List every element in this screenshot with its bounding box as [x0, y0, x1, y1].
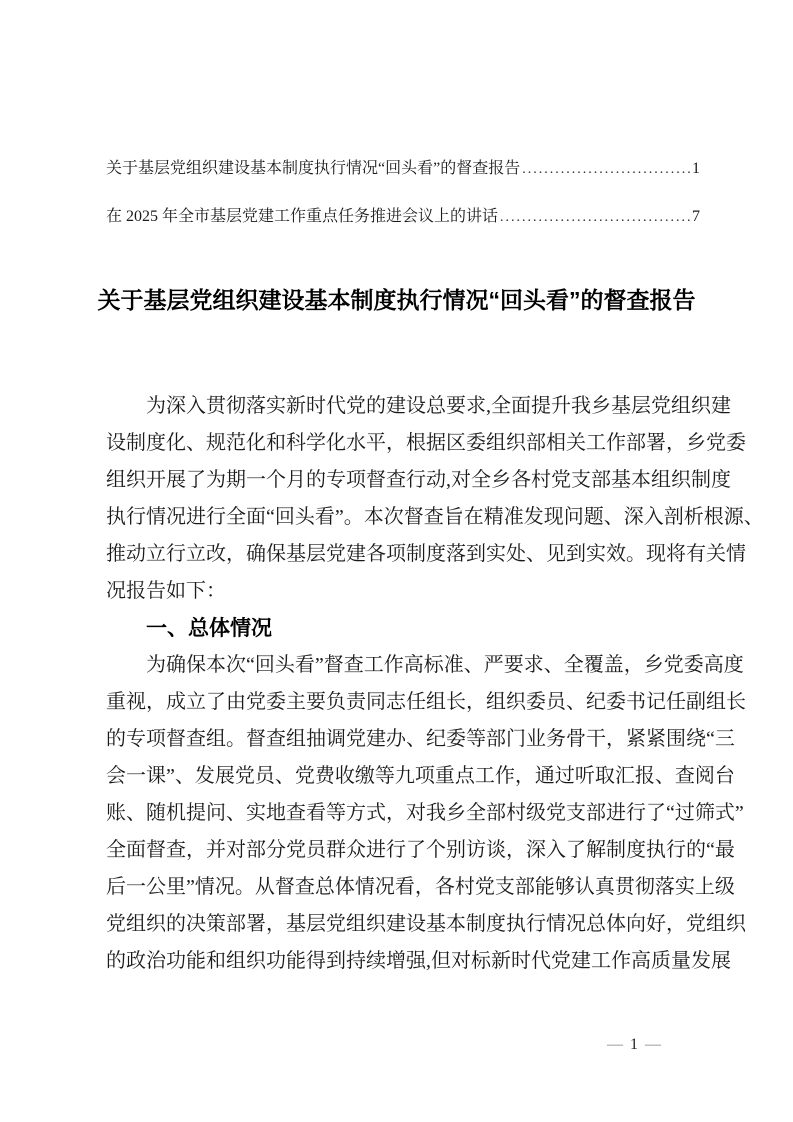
footer-dash: — — [607, 1036, 624, 1053]
body-line: 推动立行立改，确保基层党建各项制度落到实处、见到实效。现将有关情 — [106, 543, 746, 565]
section-heading: 一、总体情况 — [146, 617, 272, 640]
toc-item-title: 关于基层党组织建设基本制度执行情况“回头看”的督查报告 — [106, 160, 521, 177]
body-line: 党组织的决策部署，基层党组织建设基本制度执行情况总体向好，党组织 — [106, 913, 746, 935]
document-body — [106, 388, 764, 980]
body-line: 会一课”、发展党员、党费收缴等九项重点工作，通过听取汇报、查阅台 — [106, 765, 735, 787]
toc-item-title: 在 2025 年全市基层党建工作重点任务推进会议上的讲话 — [106, 208, 499, 225]
body-line: 后一公里”情况。从督查总体情况看，各村党支部能够认真贯彻落实上级 — [106, 876, 735, 898]
body-line: 况报告如下： — [106, 580, 226, 602]
footer-page-number: 1 — [630, 1036, 639, 1053]
body-line: 设制度化、规范化和科学化水平，根据区委组织部相关工作部署，乡党委 — [106, 432, 746, 454]
toc-page-number: 7 — [692, 208, 700, 225]
toc-dot-leader — [500, 205, 690, 229]
toc-dot-leader — [522, 157, 690, 181]
toc-item — [106, 205, 700, 229]
body-line: 账、随机提问、实地查看等方式，对我乡全部村级党支部进行了“过筛式” — [106, 802, 744, 824]
toc-page-number: 1 — [692, 160, 700, 177]
body-line: 为确保本次“回头看”督查工作高标准、严要求、全覆盖，乡党委高度 — [146, 654, 744, 676]
body-line: 的政治功能和组织功能得到持续增强,但对标新时代党建工作高质量发展 — [106, 950, 731, 972]
page-footer — [601, 1034, 668, 1056]
table-of-contents — [106, 157, 700, 253]
toc-item — [106, 157, 700, 181]
body-line: 的专项督查组。督查组抽调党建办、纪委等部门业务骨干，紧紧围绕“三 — [106, 728, 735, 750]
footer-dash: — — [645, 1036, 662, 1053]
body-line: 组织开展了为期一个月的专项督查行动,对全乡各村党支部基本组织制度 — [106, 469, 731, 491]
document-title: 关于基层党组织建设基本制度执行情况“回头看”的督查报告 — [97, 287, 696, 313]
body-line: 全面督查，并对部分党员群众进行了个别访谈，深入了解制度执行的“最 — [106, 839, 735, 861]
body-line: 执行情况进行全面“回头看”。本次督查旨在精准发现问题、深入剖析根源、 — [106, 506, 764, 528]
body-line: 重视，成立了由党委主要负责同志任组长，组织委员、纪委书记任副组长 — [106, 691, 746, 713]
body-line: 为深入贯彻落实新时代党的建设总要求,全面提升我乡基层党组织建 — [146, 395, 731, 417]
